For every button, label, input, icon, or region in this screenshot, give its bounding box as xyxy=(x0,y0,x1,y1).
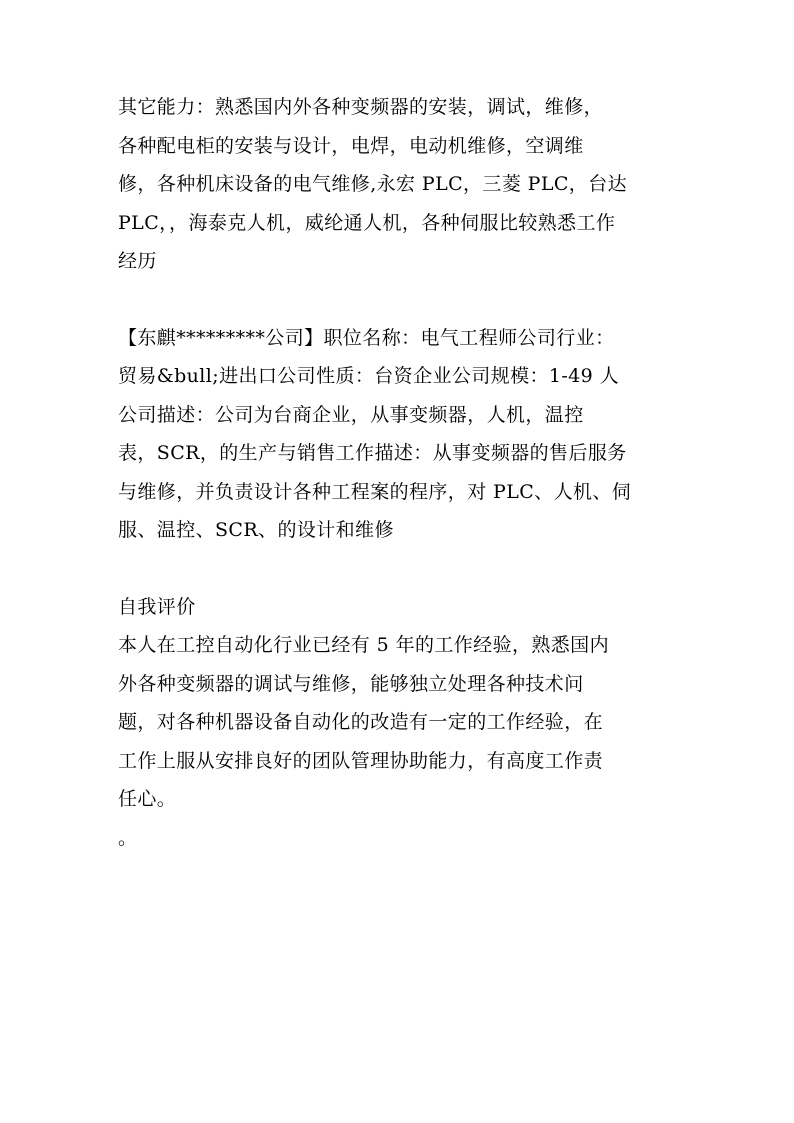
self-evaluation-line: 工作上服从安排良好的团队管理协助能力，有高度工作责 xyxy=(118,749,604,772)
trailing-period: 。 xyxy=(118,826,138,849)
work-experience-line: 公司描述：公司为台商企业，从事变频器，人机，温控 xyxy=(118,403,584,426)
work-experience-section xyxy=(118,319,678,550)
other-skills-line: 修，各种机床设备的电气维修,永宏 PLC，三菱 PLC，台达 xyxy=(118,173,627,195)
self-evaluation-line: 任心。 xyxy=(118,788,177,810)
work-experience-line: 服、温控、SCR、的设计和维修 xyxy=(118,519,394,541)
other-skills-section xyxy=(118,88,678,281)
work-experience-line: 表，SCR，的生产与销售工作描述：从事变频器的售后服务 xyxy=(118,442,627,464)
self-evaluation-line: 题，对各种机器设备自动化的改造有一定的工作经验，在 xyxy=(118,711,604,733)
self-evaluation-line: 本人在工控自动化行业已经有 5 年的工作经验，熟悉国内 xyxy=(118,634,609,656)
self-evaluation-line: 外各种变频器的调试与维修，能够独立处理各种技术问 xyxy=(118,672,584,695)
work-experience-line: 贸易&bull;进出口公司性质：台资企业公司规模：1-49 人 xyxy=(118,365,619,387)
section-spacer xyxy=(118,281,678,319)
other-skills-line: 各种配电柜的安装与设计，电焊，电动机维修，空调维 xyxy=(118,134,584,157)
self-evaluation-section xyxy=(118,588,678,858)
section-spacer xyxy=(118,550,678,588)
work-experience-line: 与维修，并负责设计各种工程案的程序，对 PLC、人机、伺 xyxy=(118,480,632,503)
document-page xyxy=(118,88,678,857)
other-skills-line: 其它能力：熟悉国内外各种变频器的安装，调试，维修， xyxy=(118,96,604,118)
work-experience-line: 【东麒*********公司】职位名称：电气工程师公司行业： xyxy=(118,326,615,349)
other-skills-line: 经历 xyxy=(118,250,157,272)
other-skills-line: PLC，，海泰克人机，威纶通人机，各种伺服比较熟悉工作 xyxy=(118,211,616,234)
self-evaluation-heading: 自我评价 xyxy=(118,595,196,618)
